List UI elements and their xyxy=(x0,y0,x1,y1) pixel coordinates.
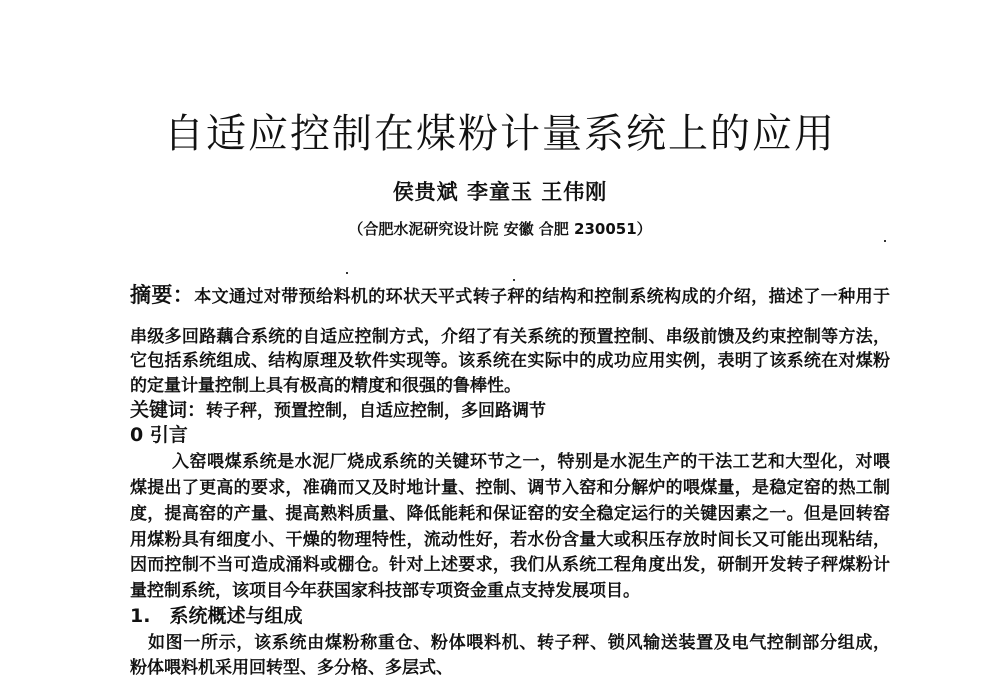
body-line: 粉体喂料机采用回转型、多分格、多层式、 xyxy=(130,658,453,678)
keywords-text: 转子秤，预置控制，自适应控制，多回路调节 xyxy=(206,401,547,421)
body-line: 用煤粉具有细度小、干燥的物理特性，流动性好，若水份含量大或积压存放时间长又可能出现粘结， xyxy=(130,530,890,550)
scan-speck xyxy=(884,240,886,242)
scan-speck xyxy=(346,272,348,274)
body-line: 量控制系统，该项目今年获国家科技部专项资金重点支持发展项目。 xyxy=(130,581,640,601)
abstract-line: 摘要：本文通过对带预给料机的环状天平式转子秤的结构和控制系统构成的介绍，描述了一种用于 xyxy=(130,283,891,307)
keywords xyxy=(130,399,890,422)
body-line: 入窑喂煤系统是水泥厂烧成系统的关键环节之一，特别是水泥生产的干法工艺和大型化，对喂 xyxy=(172,452,890,472)
abstract-line: 的定量计量控制上具有极高的精度和很强的鲁棒性。 xyxy=(130,376,521,396)
scan-speck xyxy=(513,279,515,281)
abstract-line: 它包括系统组成、结构原理及软件实现等。该系统在实际中的成功应用实例，表明了该系统在对煤粉 xyxy=(130,351,890,371)
body-line: 如图一所示，该系统由煤粉称重仓、粉体喂料机、转子秤、锁风输送装置及电气控制部分组成， xyxy=(148,633,890,653)
keywords-label: 关键词： xyxy=(130,399,207,421)
body-line: 因而控制不当可造成涌料或棚仓。针对上述要求，我们从系统工程角度出发，研制开发转子秤煤粉计 xyxy=(130,555,890,575)
section-heading: 0 引言 xyxy=(130,424,188,446)
body-line: 煤提出了更高的要求，准确而又及时地计量、控制、调节入窑和分解炉的喂煤量，是稳定窑的热工制 xyxy=(130,478,890,498)
section-heading: 1. 系统概述与组成 xyxy=(130,605,303,627)
body-line: 度，提高窑的产量、提高熟料质量、降低能耗和保证窑的安全稳定运行的关键因素之一。但是回转窑 xyxy=(130,504,890,524)
abstract-line: 串级多回路藕合系统的自适应控制方式，介绍了有关系统的预置控制、串级前馈及约束控制等方法， xyxy=(130,327,890,347)
abstract-label: 摘要： xyxy=(130,283,195,307)
paper-title: 自适应控制在煤粉计量系统上的应用 xyxy=(164,111,836,157)
authors: 侯贵斌 李童玉 王伟刚 xyxy=(392,180,608,204)
affiliation: （合肥水泥研究设计院 安徽 合肥 230051） xyxy=(348,220,652,238)
